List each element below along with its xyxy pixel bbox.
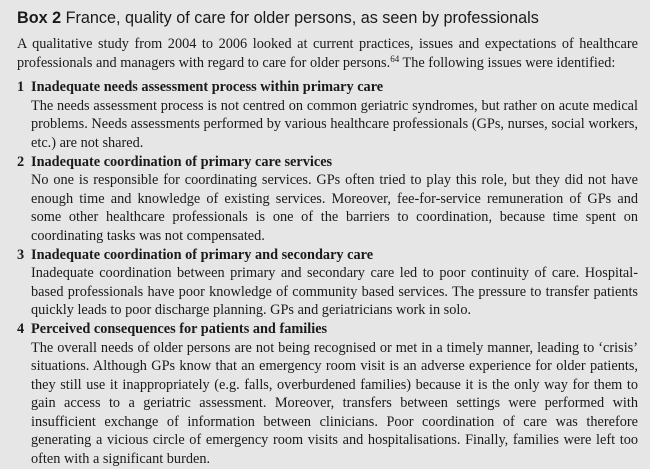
list-item-number: 4	[17, 320, 25, 337]
list-item-text: Inadequate coordination between primary and secondary care led to poor continuity of care. Hospital-based professionals have poor knowledge of community based services. The pressure to transfer patients quickly leads to poor discharge planning. GPs and geriatricians work in solo.	[31, 265, 638, 319]
intro-paragraph	[17, 35, 638, 72]
list-item-title: Perceived consequences for patients and families	[31, 320, 328, 337]
list-item-text: The overall needs of older persons are not being recognised or met in a timely manner, leading to ‘crisis’ situations. Although GPs know that an emergency room visit is an adverse experience for older patients, they still use it inappropriately (e.g. falls, overburdened families) because it is the only way for them to gain access to a geriatric assessment. Moreover, transfers between settings were performed with insufficient exchange of information between clinicians. Poor coordination of care was therefore generating a vicious circle of emergency room visits and hospitalisations. Finally, families were left too often with a significant burden.	[31, 339, 638, 468]
list-item-heading	[17, 320, 638, 339]
box-title	[17, 7, 638, 29]
list-item-title: Inadequate coordination of primary and secondary care	[31, 246, 374, 263]
box-heading: France, quality of care for older persons, as seen by professionals	[65, 9, 539, 27]
list-item	[17, 153, 638, 246]
list-item-heading	[17, 153, 638, 172]
list-item	[17, 320, 638, 469]
list-item-text: The needs assessment process is not centred on common geriatric syndromes, but rather on acute medical problems. Needs assessments performed by various healthcare professionals (GPs, nurses, social workers, etc.) are not shared.	[31, 97, 638, 151]
reference-superscript: 64	[390, 53, 400, 64]
intro-tail: The following issues were identified:	[399, 54, 616, 71]
list-item	[17, 78, 638, 152]
list-item-title: Inadequate needs assessment process within primary care	[31, 79, 384, 96]
list-item-number: 2	[17, 153, 25, 170]
intro-text: A qualitative study from 2004 to 2006 looked at current practices, issues and expectations of healthcare professionals and managers with regard to care for older persons.	[17, 36, 638, 71]
list-item	[17, 246, 638, 320]
list-item-number: 3	[17, 246, 25, 263]
list-item-title: Inadequate coordination of primary care services	[31, 153, 333, 170]
list-item-number: 1	[17, 79, 25, 96]
list-item-heading	[17, 78, 638, 97]
box-label: Box 2	[17, 9, 62, 27]
list-item-text: No one is responsible for coordinating services. GPs often tried to play this role, but they did not have enough time and knowledge of existing services. Moreover, fee-for-service remuneration of GPs and some other healthcare professionals is one of the barriers to coordination, because time spent on coordinating tasks was not compensated.	[31, 172, 638, 244]
list-item-heading	[17, 246, 638, 265]
